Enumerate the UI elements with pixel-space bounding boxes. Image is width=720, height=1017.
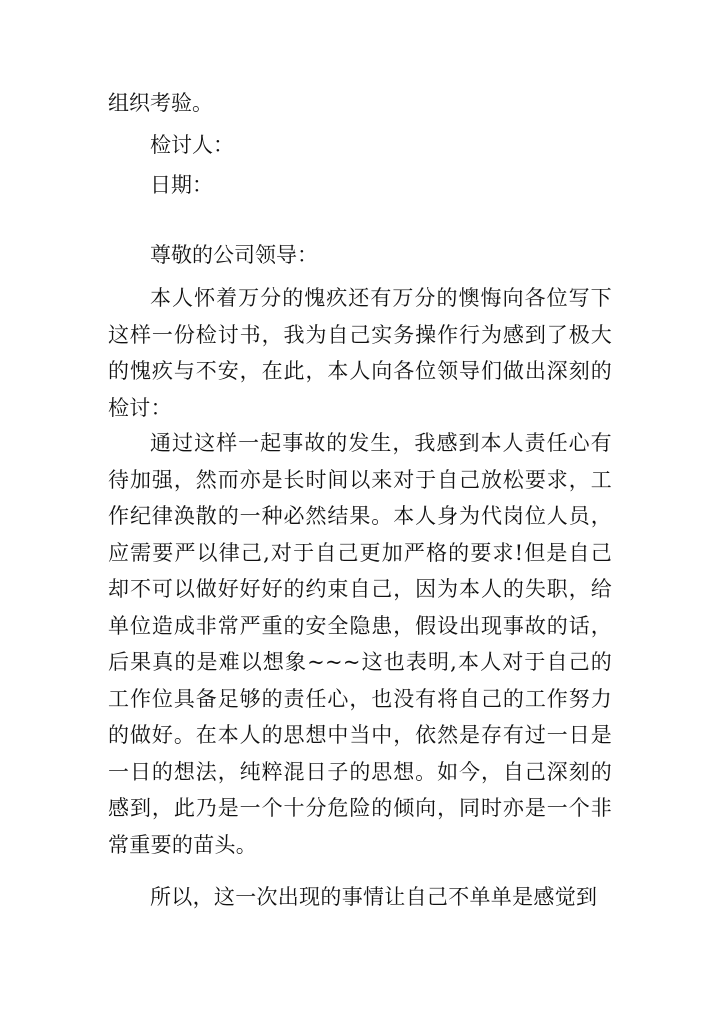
intro-tail-text: 组织考验。 <box>108 91 213 115</box>
paragraph-3: 所以，这一次出现的事情让自己不单单是感觉到 <box>150 885 598 909</box>
salutation: 尊敬的公司领导： <box>150 243 318 267</box>
date-label: 日期： <box>150 173 213 197</box>
paragraph-1: 本人怀着万分的愧疚还有万分的懊悔向各位写下这样一份检讨书，我为自己实务操作行为感到了极大的愧疚与不安，在此，本人向各位领导们做出深刻的检讨： <box>108 286 612 420</box>
signer-label: 检讨人： <box>150 133 234 157</box>
paragraph-2: 通过这样一起事故的发生，我感到本人责任心有待加强，然而亦是长时间以来对于自己放松要求，工作纪律涣散的一种必然结果。本人身为代岗位人员，应需要严以律己,对于自己更加严格的要求!但是自己却不可以做好好好的约束自己，因为本人的失职，给单位造成非常严重的安全隐患，假设出现事故的话，后果真的是难以想象~~~这也表明,本人对于自己的工作位具备足够的责任心，也没有将自己的工作努力的做好。在本人的思想中当中，依然是存有过一日是一日的想法，纯粹混日子的思想。如今，自己深刻的感到，此乃是一个十分危险的倾向，同时亦是一个非常重要的苗头。 <box>108 431 612 857</box>
